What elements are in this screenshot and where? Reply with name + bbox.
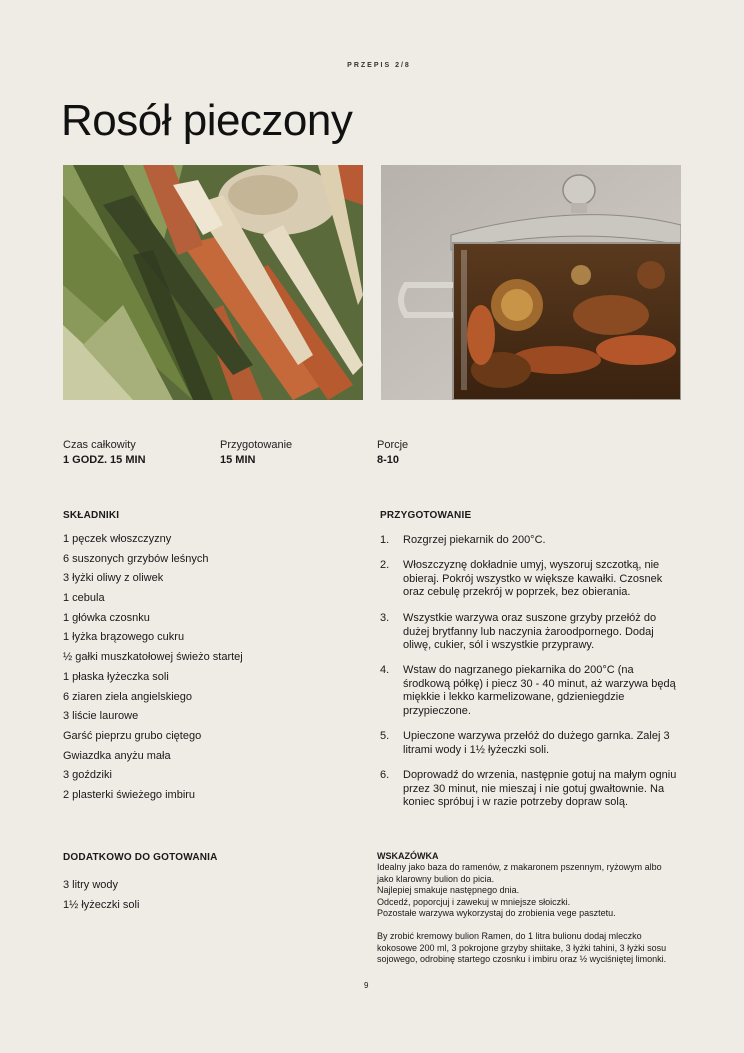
extra-heading: DODATKOWO DO GOTOWANIA	[63, 852, 218, 863]
extra-item: 1½ łyżeczki soli	[63, 898, 140, 911]
ingredient-item: 6 suszonych grzybów leśnych	[63, 552, 209, 565]
ingredient-item: 6 ziaren ziela angielskiego	[63, 690, 193, 703]
meta-value: 1 GODZ. 15 MIN	[63, 454, 146, 466]
step-number: 1.	[380, 534, 390, 546]
meta-servings	[377, 438, 408, 468]
glass-pot-broth-photo	[381, 165, 681, 400]
step-number: 5.	[380, 730, 390, 742]
meta-label: Czas całkowity	[63, 439, 136, 451]
ingredient-item: 3 goździki	[63, 769, 112, 782]
recipe-counter: PRZEPIS 2/8	[347, 62, 411, 69]
step-text: Wstaw do nagrzanego piekarnika do 200°C (na środkową półkę) i piecz 30 - 40 minut, aż warzywa będą miękkie i lekko karmelizowane, gdzieniegdzie przypieczone.	[403, 664, 676, 717]
ingredient-item: 3 łyżki oliwy z oliwek	[63, 572, 164, 585]
step-number: 4.	[380, 664, 390, 676]
tip-line: Idealny jako baza do ramenów, z makaronem pszennym, ryżowym albo jako klarowny bulion do picia.	[377, 862, 662, 884]
recipe-title: Rosół pieczony	[61, 96, 353, 145]
ingredient-item: ½ gałki muszkatołowej świeżo startej	[63, 651, 243, 664]
meta-value: 8-10	[377, 454, 400, 466]
ingredient-item: 1 główka czosnku	[63, 611, 150, 624]
step-text: Doprowadź do wrzenia, następnie gotuj na małym ogniu przez 30 minut, nie mieszaj i nie gotuj gwałtownie. Na koniec spróbuj i w razie potrzeby dopraw solą.	[403, 769, 677, 808]
meta-total-time	[63, 438, 146, 468]
step-number: 3.	[380, 612, 390, 624]
tip-line: Odcedź, poporcjuj i zawekuj w mniejsze słoiczki.	[377, 896, 571, 907]
ingredient-item: 1 płaska łyżeczka soli	[63, 670, 169, 683]
meta-label: Przygotowanie	[220, 439, 293, 451]
step-text: Rozgrzej piekarnik do 200°C.	[403, 534, 546, 546]
tip-line: Pozostałe warzywa wykorzystaj do zrobienia vege pasztetu.	[377, 908, 616, 919]
extra-list	[63, 878, 139, 917]
step-text: Wszystkie warzywa oraz suszone grzyby przełóż do dużej brytfanny lub naczynia żaroodpornego. Dodaj oliwę, cukier, sól i wszystkie przyprawy.	[403, 612, 657, 651]
page-number: 9	[364, 981, 369, 990]
preparation-heading: PRZYGOTOWANIE	[380, 510, 472, 521]
meta-value: 15 MIN	[220, 454, 256, 466]
ingredient-item: Garść pieprzu grubo ciętego	[63, 729, 202, 742]
extra-item: 3 litry wody	[63, 879, 119, 891]
tips-block	[377, 862, 677, 966]
ingredient-item: 1 pęczek włoszczyzny	[63, 533, 172, 545]
step-text: Włoszczyznę dokładnie umyj, wyszoruj szczotką, nie obieraj. Pokrój wszystko w większe kawałki. Czosnek oraz cebulę przekrój w poprzek, bez obierania.	[403, 559, 663, 598]
tips-heading: WSKAZÓWKA	[377, 851, 439, 861]
ingredient-item: Gwiazdka anyżu mała	[63, 749, 171, 762]
step-number: 6.	[380, 769, 390, 781]
meta-prep-time	[220, 438, 292, 468]
vegetables-photo	[63, 165, 363, 400]
ingredient-item: 1 łyżka brązowego cukru	[63, 631, 185, 644]
ingredient-item: 1 cebula	[63, 592, 105, 605]
ingredients-list	[63, 532, 243, 808]
ingredients-heading: SKŁADNIKI	[63, 510, 120, 521]
step-number: 2.	[380, 559, 390, 571]
tip-line: Najlepiej smakuje następnego dnia.	[377, 885, 520, 896]
tip-ramen: By zrobić kremowy bulion Ramen, do 1 litra bulionu dodaj mleczko kokosowe 200 ml, 3 pokrojone grzyby shiitake, 3 łyżki tahini, 3 łyżki sosu sojowego, odrobinę startego czosnku i imbiru oraz ½ wyciśniętej limonki.	[377, 930, 667, 965]
ingredient-item: 3 liście laurowe	[63, 710, 139, 723]
meta-label: Porcje	[377, 439, 409, 451]
ingredient-item: 2 plasterki świeżego imbiru	[63, 788, 196, 801]
step-text: Upieczone warzywa przełóż do dużego garnka. Zalej 3 litrami wody i 1½ łyżeczki soli.	[403, 730, 670, 756]
